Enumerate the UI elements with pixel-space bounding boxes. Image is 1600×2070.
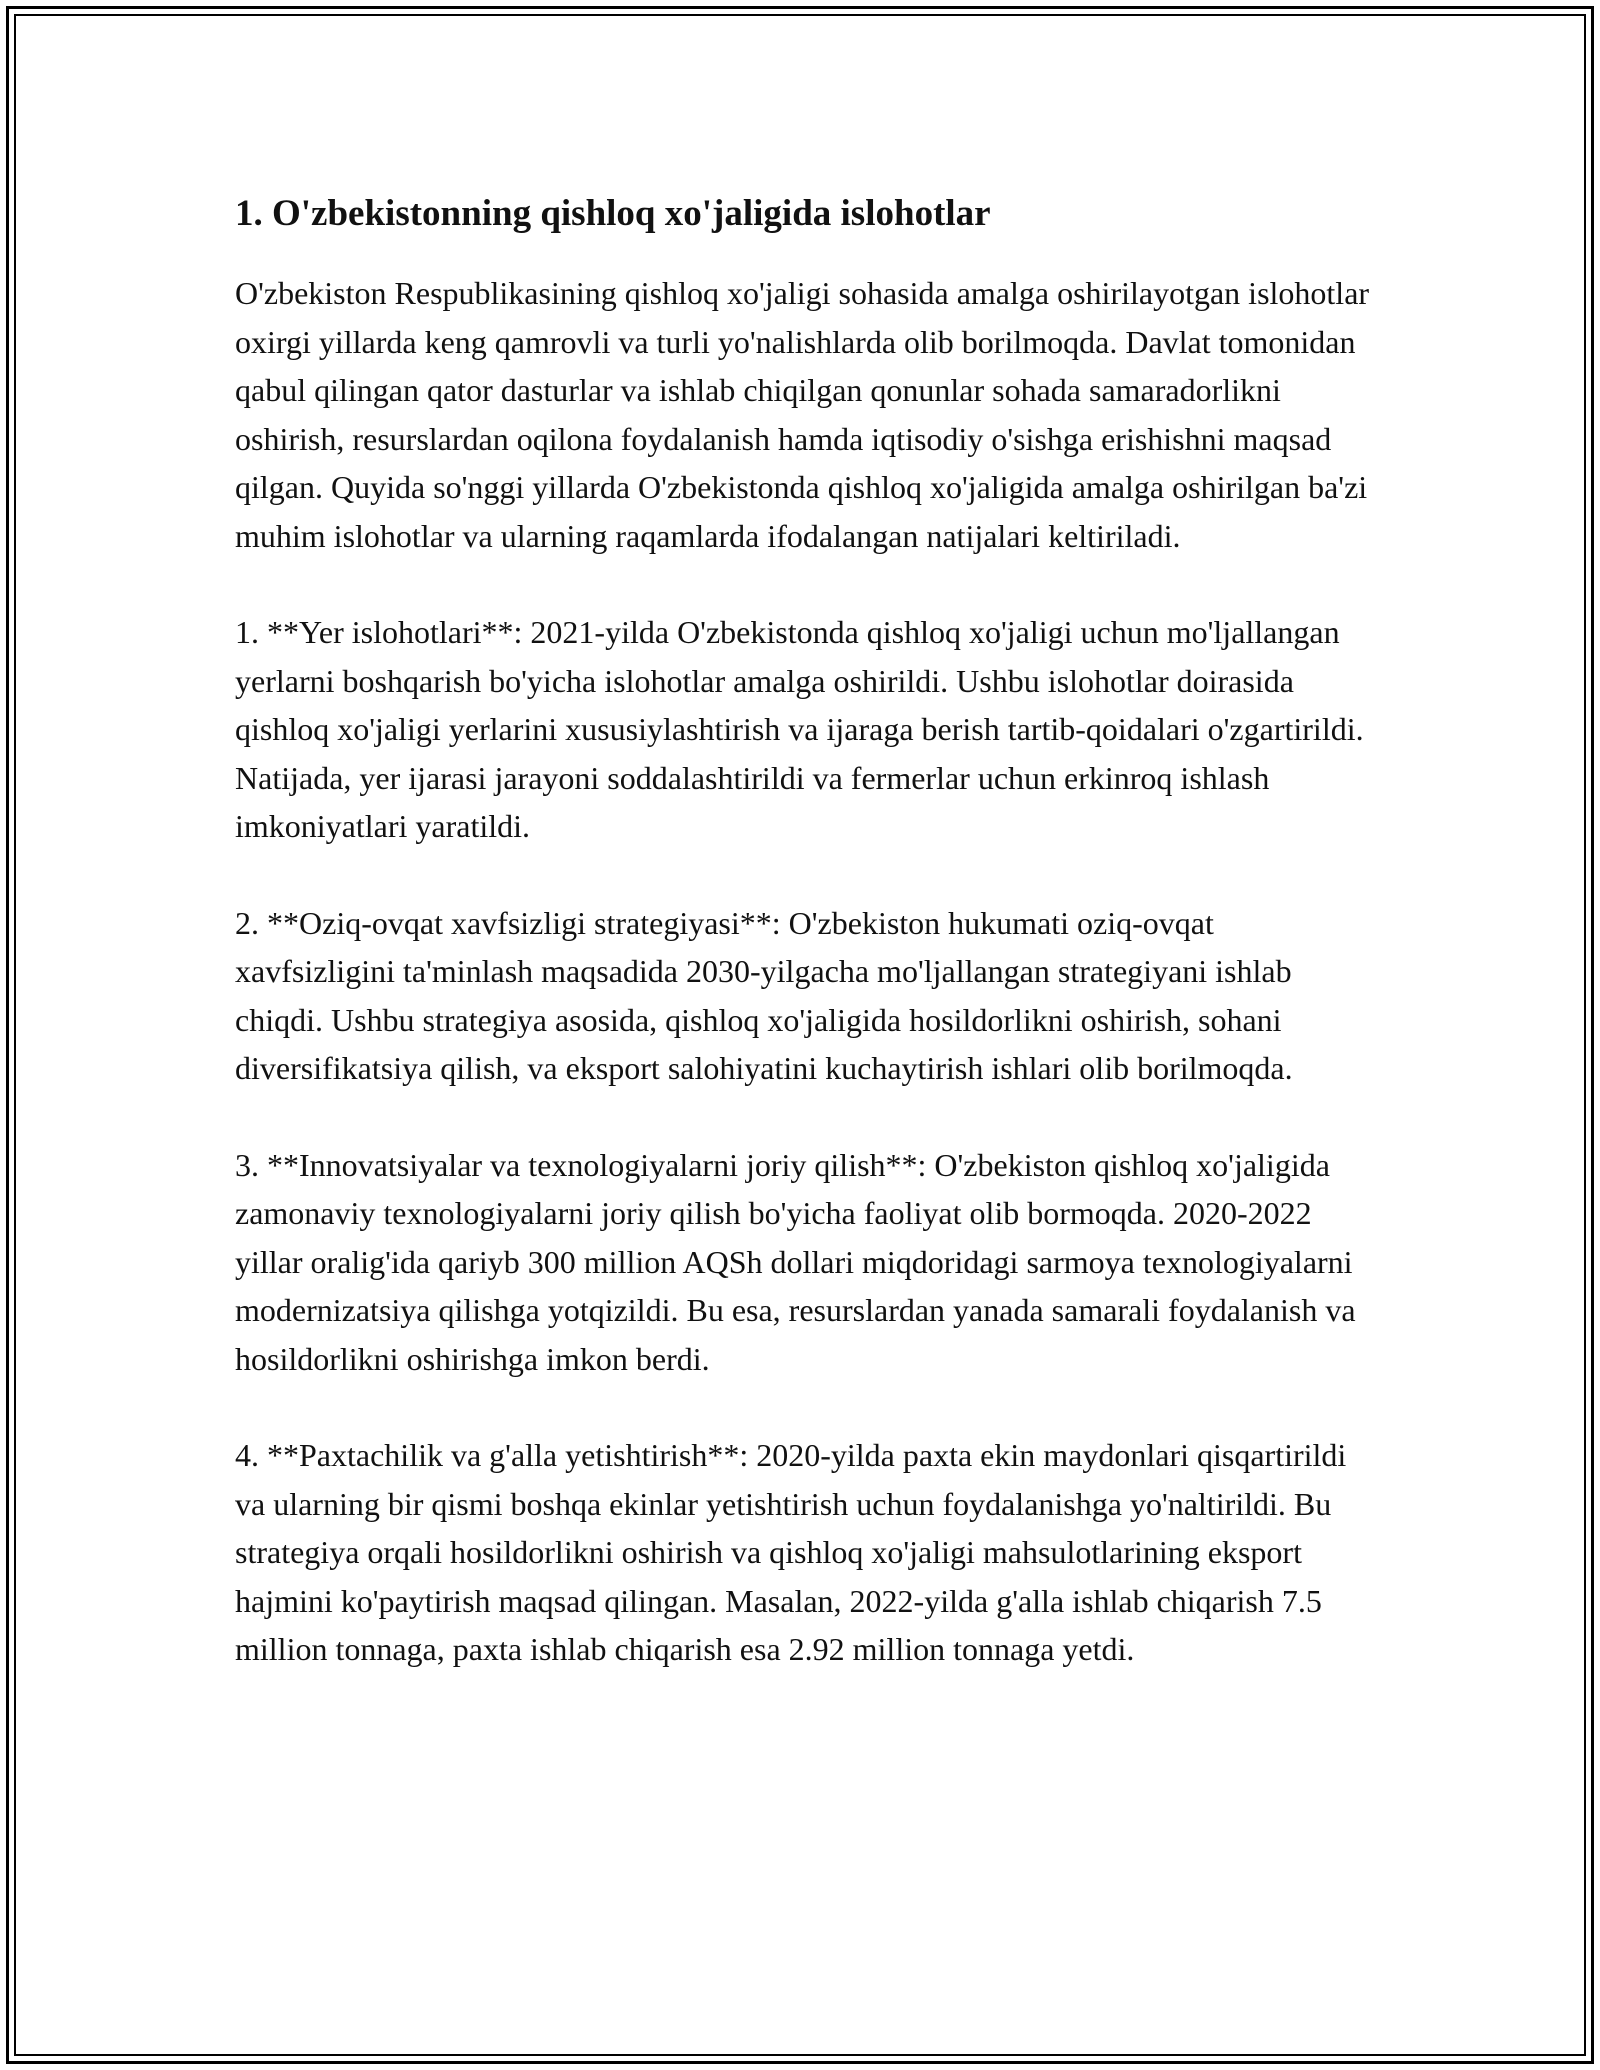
reform-food-security-paragraph: 2. **Oziq-ovqat xavfsizligi strategiyasi**: O'zbekiston hukumati oziq-ovqat xavfsizligini ta'minlash maqsadida 2030-yilgacha mo'ljallangan strategiyani ishlab chiqdi. Ushbu strategiya asosida, qishloq xo'jaligida hosildorlikni oshirish, sohani diversifikatsiya qilish, va eksport salohiyatini kuchaytirish ishlari olib borilmoqda. [235, 904, 1293, 1086]
reform-cotton-grain-paragraph: 4. **Paxtachilik va g'alla yetishtirish**: 2020-yilda paxta ekin maydonlari qisqartirildi va ularning bir qismi boshqa ekinlar yetishtirish uchun foydalanishga yo'naltirildi. Bu strategiya orqali hosildorlikni oshirish va qishloq xo'jaligi mahsulotlarining eksport hajmini ko'paytirish maqsad qilingan. Masalan, 2022-yilda g'alla ishlab chiqarish 7.5 million tonnaga, paxta ishlab chiqarish esa 2.92 million tonnaga yetdi. [235, 1437, 1347, 1667]
reform-innovation-paragraph: 3. **Innovatsiyalar va texnologiyalarni joriy qilish**: O'zbekiston qishloq xo'jaligida zamonaviy texnologiyalarni joriy qilish bo'yicha faoliyat olib bormoqda. 2020-2022 yillar oralig'ida qariyb 300 million AQSh dollari miqdoridagi sarmoya texnologiyalarni modernizatsiya qilishga yotqizildi. Bu esa, resurslardan yanada samarali foydalanish va hosildorlikni oshirishga imkon berdi. [235, 1146, 1356, 1377]
section-heading: 1. O'zbekistonning qishloq xo'jaligida islohotlar [235, 193, 991, 234]
reform-land-paragraph: 1. **Yer islohotlari**: 2021-yilda O'zbekistonda qishloq xo'jaligi uchun mo'ljallangan yerlarni boshqarish bo'yicha islohotlar amalga oshirildi. Ushbu islohotlar doirasida qishloq xo'jaligi yerlarini xususiylashtirish va ijaraga berish tartib-qoidalari o'zgartirildi. Natijada, yer ijarasi jarayoni soddalashtirildi va fermerlar uchun erkinroq ishlash imkoniyatlari yaratildi. [235, 614, 1364, 844]
document-body [235, 185, 1375, 1722]
intro-paragraph: O'zbekiston Respublikasining qishloq xo'jaligi sohasida amalga oshirilayotgan islohotlar oxirgi yillarda keng qamrovli va turli yo'nalishlarda olib borilmoqda. Davlat tomonidan qabul qilingan qator dasturlar va ishlab chiqilgan qonunlar sohada samaradorlikni oshirish, resurslardan oqilona foydalanish hamda iqtisodiy o'sishga erishishni maqsad qilgan. Quyida so'nggi yillarda O'zbekistonda qishloq xo'jaligida amalga oshirilgan ba'zi muhim islohotlar va ularning raqamlarda ifodalangan natijalari keltiriladi. [235, 275, 1370, 554]
